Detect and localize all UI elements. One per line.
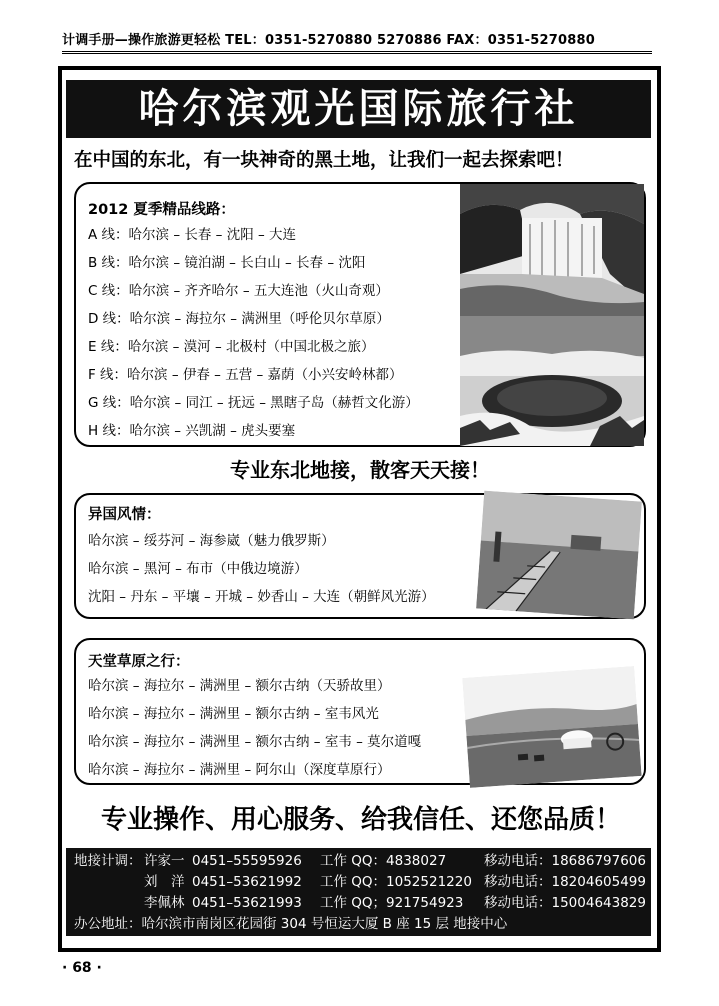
page-number: · 68 · xyxy=(62,960,102,976)
grassland-photo xyxy=(462,666,641,788)
route-item: D 线：哈尔滨 – 海拉尔 – 满洲里（呼伦贝尔草原） xyxy=(88,311,390,327)
contact-mobile: 移动电话：15004643829 xyxy=(484,895,646,911)
bottom-slogan: 专业操作、用心服务、给我信任、还您品质！ xyxy=(100,805,621,835)
contact-tel: 0451–53621992 xyxy=(192,874,302,890)
route-item: 哈尔滨 – 海拉尔 – 满洲里 – 额尔古纳（天骄故里） xyxy=(88,678,391,694)
grassland-heading: 天堂草原之行： xyxy=(88,654,190,670)
contact-bar xyxy=(66,848,651,936)
contact-mobile: 移动电话：18204605499 xyxy=(484,874,646,890)
route-item: H 线：哈尔滨 – 兴凯湖 – 虎头要塞 xyxy=(88,423,296,439)
route-item: 哈尔滨 – 海拉尔 – 满洲里 – 额尔古纳 – 室韦风光 xyxy=(88,706,379,722)
contact-qq: 工作 QQ：4838027 xyxy=(320,853,447,869)
foreign-heading: 异国风情： xyxy=(88,507,161,523)
route-item: C 线：哈尔滨 – 齐齐哈尔 – 五大连池（火山奇观） xyxy=(88,283,389,299)
page-header: 计调手册—操作旅游更轻松 TEL：0351-5270880 5270886 FAX：0351-5270880 xyxy=(62,30,652,54)
company-title: 哈尔滨观光国际旅行社 xyxy=(66,80,651,138)
route-item: G 线：哈尔滨 – 同江 – 抚远 – 黑瞎子岛（赫哲文化游） xyxy=(88,395,419,411)
waterfall-photo xyxy=(460,184,644,316)
office-address: 办公地址：哈尔滨市南岗区花园街 304 号恒运大厦 B 座 15 层 地接中心 xyxy=(74,916,508,932)
route-item: 哈尔滨 – 绥芬河 – 海参崴（魅力俄罗斯） xyxy=(88,533,335,549)
contact-tel: 0451–53621993 xyxy=(192,895,302,911)
main-slogan: 在中国的东北，有一块神奇的黑土地，让我们一起去探索吧！ xyxy=(74,150,574,171)
crater-lake-photo xyxy=(460,316,644,446)
contact-row xyxy=(66,851,651,871)
route-item: 哈尔滨 – 海拉尔 – 满洲里 – 额尔古纳 – 室韦 – 莫尔道嘎 xyxy=(88,734,422,750)
route-item: 哈尔滨 – 海拉尔 – 满洲里 – 阿尔山（深度草原行） xyxy=(88,762,391,778)
contact-row xyxy=(66,893,651,913)
contact-name: 李佩林 xyxy=(144,895,185,911)
office-address-row xyxy=(66,914,651,934)
route-item: 哈尔滨 – 黑河 – 布市（中俄边境游） xyxy=(88,561,308,577)
contact-label: 地接计调： xyxy=(74,853,142,869)
mid-banner: 专业东北地接，散客天天接！ xyxy=(230,458,490,482)
contact-tel: 0451–55595926 xyxy=(192,853,302,869)
route-item: E 线：哈尔滨 – 漠河 – 北极村（中国北极之旅） xyxy=(88,339,375,355)
contact-mobile: 移动电话：18686797606 xyxy=(484,853,646,869)
contact-qq: 工作 QQ：1052521220 xyxy=(320,874,472,890)
route-item: F 线：哈尔滨 – 伊春 – 五营 – 嘉荫（小兴安岭林都） xyxy=(88,367,403,383)
route-item: 沈阳 – 丹东 – 平壤 – 开城 – 妙香山 – 大连（朝鲜风光游） xyxy=(88,589,435,605)
contact-row xyxy=(66,872,651,892)
route-item: A 线：哈尔滨 – 长春 – 沈阳 – 大连 xyxy=(88,227,297,243)
contact-name: 许家一 xyxy=(144,853,185,869)
pier-photo xyxy=(476,491,642,620)
contact-qq: 工作 QQ；921754923 xyxy=(320,895,464,911)
summer-heading: 2012 夏季精品线路： xyxy=(88,202,235,218)
route-item: B 线：哈尔滨 – 镜泊湖 – 长白山 – 长春 – 沈阳 xyxy=(88,255,366,271)
contact-name: 刘 洋 xyxy=(144,874,185,890)
